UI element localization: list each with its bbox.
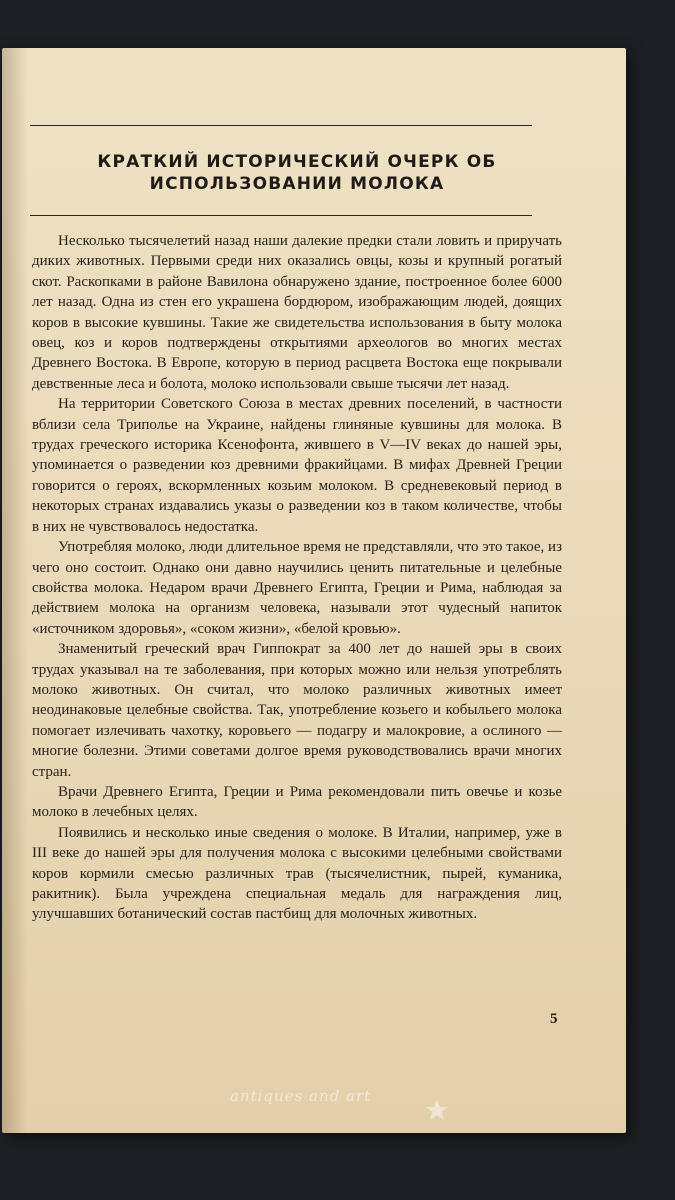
paragraph: Знаменитый греческий врач Гиппократ за 400 лет до нашей эры в своих трудах указывал на те заболевания, при которых можно или нельзя употреблять молоко животных. Он считал, что молоко различных животных имеет неодинаковые целебные свойства. Так, употребление козьего и кобыльего молока помогает излечивать чахотку, коровьего — подагру и малокровие, а ослиного — многие болезни. Этими советами долгое время руководствовались врачи многих стран. bbox=[32, 641, 562, 780]
paragraph: Появились и несколько иные сведения о молоке. В Италии, например, уже в III веке до нашей эры для получения молока с высокими целебными свойствами коров кормили смесью различных трав (тысячелистник, пырей, куманика, ракитник). Была учреждена специальная медаль для награждения лиц, улучшавших ботанический состав пастбищ для молочных животных. bbox=[32, 824, 562, 923]
paragraph: Употребляя молоко, люди длительное время не представляли, что это такое, из чего оно состоит. Однако они давно научились ценить питательные и целебные свойства молока. Недаром врачи Древнего Египта, Греции и Рима, наблюдая за действием молока на организм человека, называли этот чудесный напиток «источником здоровья», «соком жизни», «белой кровью». bbox=[32, 539, 562, 637]
watermark-text: antiques and art bbox=[230, 1087, 372, 1105]
header-rule-top bbox=[30, 125, 532, 126]
paragraph: Врачи Древнего Египта, Греции и Рима рекомендовали пить овечье и козье молоко в лечебных целях. bbox=[32, 783, 562, 821]
star-icon bbox=[425, 1098, 449, 1122]
page-body bbox=[32, 231, 562, 925]
header-rule-bottom bbox=[30, 215, 532, 216]
chapter-title: КРАТКИЙ ИСТОРИЧЕСКИЙ ОЧЕРК ОБ ИСПОЛЬЗОВАНИИ МОЛОКА bbox=[97, 152, 497, 194]
paragraph: На территории Советского Союза в местах древних поселений, в частности вблизи села Триполье на Украине, найдены глиняные кувшины для молока. В трудах греческого историка Ксенофонта, жившего в V—IV веках до нашей эры, упоминается о разведении коз древними фракийцами. В мифах Древней Греции говорится о героях, вскормленных козьим молоком. В средневековый период в некоторых странах издавались указы о разведении коз в таком количестве, чтобы в них не чувствовалось недостатка. bbox=[32, 396, 562, 535]
page-number: 5 bbox=[550, 1011, 558, 1027]
book-page bbox=[2, 48, 626, 1133]
paragraph: Несколько тысячелетий назад наши далекие предки стали ловить и приручать диких животных. Первыми среди них оказались овцы, козы и крупный рогатый скот. Раскопками в районе Вавилона обнаружено здание, построенное более 6000 лет назад. Одна из стен его украшена бордюром, изображающим людей, доящих коров в высокие кувшины. Такие же свидетельства использования в быту молока овец, коз и коров подтверждены открытиями археологов во многих местах Древнего Востока. В Европе, которую в период расцвета Востока еще покрывали девственные леса и болота, молоко использовали свыше тысячи лет назад. bbox=[32, 233, 562, 392]
